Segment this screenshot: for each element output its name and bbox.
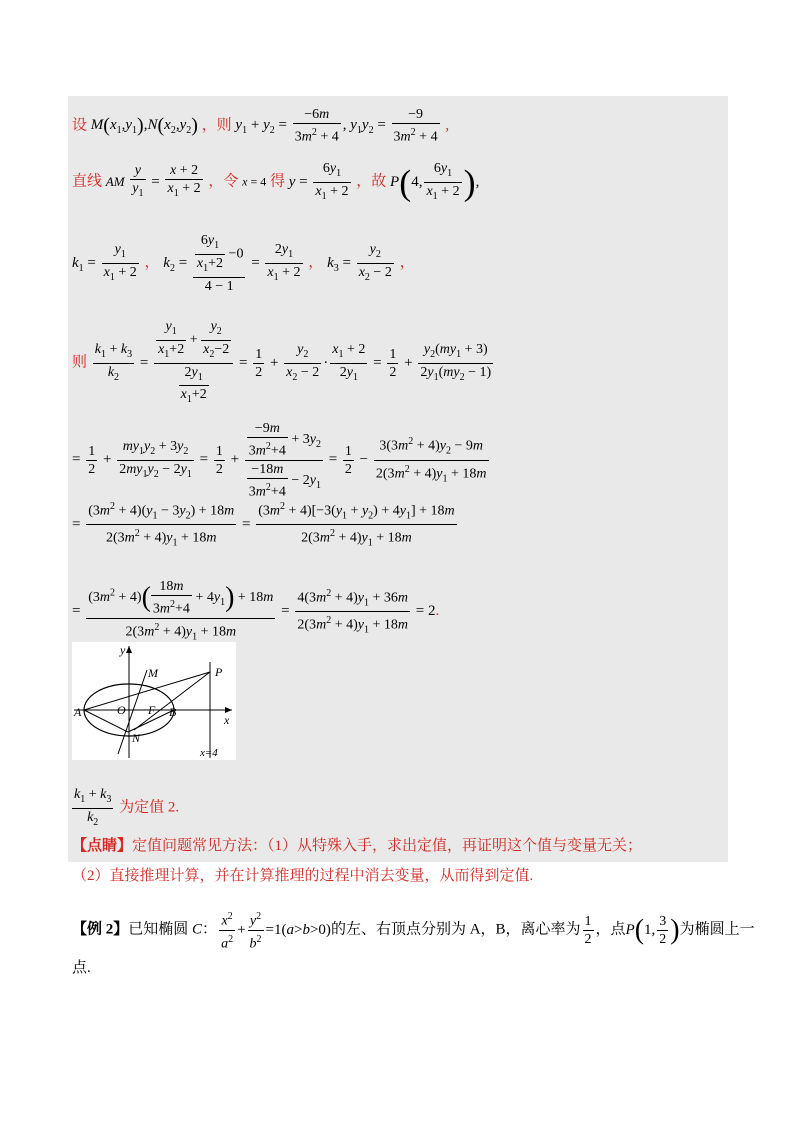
line-4 (72, 318, 495, 408)
example-text-c: ，点 (595, 921, 626, 938)
tip-line-1 (72, 836, 642, 856)
math-k2: $k_2$ = $\frac{6y_1}{x_1+2}$ −0 4 − 1 = $\frac{2y_1}{x_1 + 2}$ (163, 233, 301, 294)
example-2-line-2 (72, 958, 91, 978)
line-5: = $\frac{1}{2}$ + $\frac{my_1y_2 + 3y_2}{2my_1y_2 - 2y_1}$ = $\frac{1}{2}$ + $\frac{-9m}{3m^2+4}$ + $3y_2$ $\frac{-18m}{3m^2+4}$ − $2y_1$ = $\frac{1}{2}$ − $\frac{3(3m^2 + 4)y_2 - 9m}{2(3m^2 + 4)y_1 + 18m}$ (72, 421, 487, 500)
math-x4: x = 4 (242, 174, 267, 189)
text-set: 设 (72, 117, 88, 134)
example-text-b: 的左、右顶点分别为 A，B，离心率为 (330, 921, 581, 938)
comma: ， (308, 254, 324, 271)
math-p: P(4, $\frac{6y_1}{x_1 + 2}$ ), (390, 161, 480, 203)
ellipse-diagram (72, 642, 236, 760)
line-3 (72, 232, 415, 295)
math-y-value: y = $\frac{6y_1}{x_1 + 2}$ (288, 161, 349, 202)
label-B: B (169, 705, 177, 719)
tip-text-1: 定值问题常见方法：（1）从特殊入手，求出定值，再证明这个值与变量无关； (132, 838, 643, 854)
math-final-ratio: $\frac{k_1 + k_3}{k_2}$ (74, 787, 112, 828)
label-y: y (120, 643, 126, 657)
text-let: ，令 (208, 173, 239, 190)
text-so: ，故 (356, 173, 387, 190)
example-text-d: 为椭圆上一 (679, 921, 755, 938)
math-ratio-1: $\frac{k_1 + k_3}{k_2}$ = $\frac{y_1}{x_1+2}$ + $\frac{y_2}{x_2-2}$ $\frac{2y_1}{x_1+2}$ = $\frac{1}{2}$ + $\frac{y_2}{x_2 - 2}$ · $\frac{x_1 + 2}{2y_1}$ = $\frac{1}{2}$ + $\frac{y_2(my_1 + 3)}{2y_1(my_2 - 1)}$ (94, 319, 492, 406)
label-M: M (148, 666, 158, 680)
line-6: = $\frac{(3m^2 + 4)(y_1 - 3y_2) + 18m}{2(3m^2 + 4)y_1 + 18m}$ = $\frac{(3m^2 + 4)[-3(y_1 + y_2) + 4y_1] + 18m}{2(3m^2 + 4)y_1 + 18m}$ (72, 498, 459, 552)
conclusion-line (72, 786, 179, 831)
comma: ， (399, 254, 415, 271)
text-get: 得 (269, 173, 285, 190)
label-P: P (215, 665, 223, 679)
label-x: x (224, 713, 230, 727)
math-k3: $k_3$ = $\frac{y_2}{x_2 - 2}$ (327, 242, 392, 283)
math-ellipse-eq: $\frac{x^2}{a^2}$ + $\frac{y^2}{b^2}$ =1(a>b>0) (217, 922, 331, 938)
line-2 (72, 160, 479, 205)
label-x4: x=4 (200, 747, 218, 759)
math-mn: $M(x_1,y_1),N(x_2,y_2)$ (90, 114, 198, 137)
label-A: A (74, 705, 82, 719)
example-2-line: 【例 2】已知椭圆 C： $\frac{x^2}{a^2}$ + $\frac{y^2}{b^2}$ =1(a>b>0)的左、右顶点分别为 A，B，离心率为 $\frac{1}{2}$ ，点P(1, $\frac{3}{2}$ )为椭圆上一 (72, 908, 755, 952)
math-vieta: $y_1 + y_2$ = $\frac{-6m}{3m^2 + 4}$ , $y_1y_2$ = $\frac{-9}{3m^2 + 4}$ (235, 107, 438, 145)
line-7: = $(3m^2 + 4)$( $\frac{18m}{3m^2+4}$ + $4y_1) + 18m$ $2(3m^2 + 4)y_1 + 18m$ = $\frac{4(3m^2 + 4)y_1 + 36m}{2(3m^2 + 4)y_1 + 18m}$ = 2. (72, 579, 440, 643)
y-axis-arrow (126, 646, 132, 653)
math-am-eq: $\frac{y}{y_1}$ = $\frac{x + 2}{x_1 + 2}$ (132, 163, 201, 200)
conclusion-text: 为定值 2. (119, 799, 180, 816)
math-k1: $k_1$ = $\frac{y_1}{x_1 + 2}$ (72, 242, 137, 283)
example-text-a: 已知椭圆 (128, 921, 193, 938)
tip-text-2: （2）直接推理计算，并在计算推理的过程中消去变量，从而得到定值. (72, 868, 534, 884)
label-F: F (148, 703, 156, 717)
line-1: 设 $M(x_1,y_1),N(x_2,y_2)$ ，则 $y_1 + y_2$ = $\frac{-6m}{3m^2 + 4}$ , $y_1y_2$ = $\frac{-9}{3m^2 + 4}$ , (72, 107, 450, 145)
math-am: AM (105, 173, 125, 189)
tip-line-2 (72, 866, 533, 886)
math-point-p: P(1, $\frac{3}{2}$ ) (625, 913, 680, 947)
text-then: ，则 (201, 117, 232, 134)
example-label: 【例 2】 (72, 921, 129, 938)
ellipse-figure (72, 642, 236, 760)
tip-label: 【点睛】 (72, 838, 133, 854)
label-N: N (132, 731, 141, 745)
text-then2: 则 (72, 354, 88, 371)
text-line: 直线 (72, 173, 103, 190)
line-NP (134, 672, 210, 730)
example-text-e: 点. (72, 960, 91, 976)
label-O: O (117, 703, 126, 717)
line-AP (84, 672, 210, 710)
comma: ， (144, 254, 160, 271)
